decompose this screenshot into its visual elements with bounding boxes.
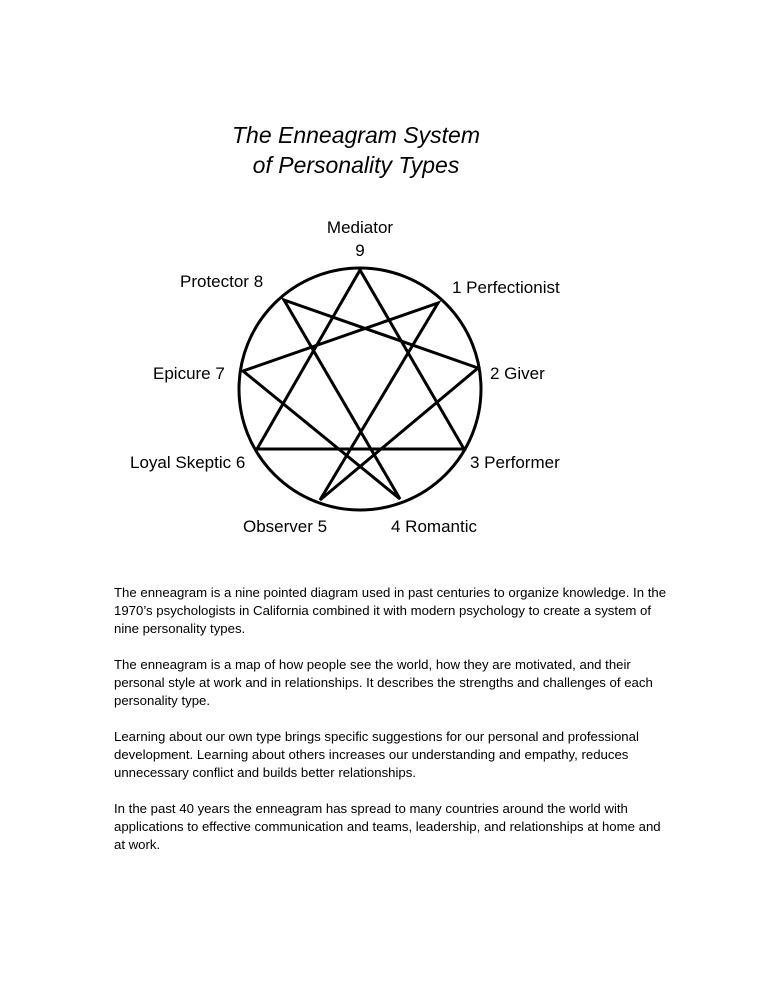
type-3-label: 3 Performer — [470, 453, 560, 472]
paragraph-4: In the past 40 years the enneagram has spread to many countries around the world with applications to effective communication and teams, leadership, and relationships at home and at work. — [114, 801, 661, 852]
type-8-label: Protector 8 — [180, 272, 264, 291]
enneagram-triangle — [257, 270, 464, 449]
page-title-line-2: of Personality Types — [252, 152, 460, 178]
paragraph-3: Learning about our own type brings specific suggestions for our personal and professional development. Learning about others increases our understanding and empathy, reduces unnecessary conflict and builds better relationships. — [114, 729, 639, 780]
type-1-label: 1 Perfectionist — [452, 278, 560, 297]
type-9-name-label: Mediator — [326, 218, 394, 237]
type-9-number-label: 9 — [355, 241, 365, 260]
page-title-line-1: The Enneagram System — [231, 122, 480, 148]
paragraph-2: The enneagram is a map of how people see the world, how they are motivated, and their personal style at work and in relationships. It describes the strengths and challenges of each personality type. — [114, 657, 653, 708]
type-7-label: Epicure 7 — [153, 364, 225, 383]
enneagram-hexad — [243, 300, 478, 500]
type-2-label: 2 Giver — [490, 364, 545, 383]
enneagram-circle — [239, 268, 481, 510]
paragraph-1: The enneagram is a nine pointed diagram used in past centuries to organize knowledge. In the 1970’s psychologists in California combined it with modern psychology to create a system of nine personality types. — [114, 585, 667, 636]
type-5-label: Observer 5 — [243, 517, 328, 536]
type-4-label: 4 Romantic — [391, 517, 477, 536]
description-text — [114, 584, 674, 872]
type-6-label: Loyal Skeptic 6 — [130, 453, 246, 472]
